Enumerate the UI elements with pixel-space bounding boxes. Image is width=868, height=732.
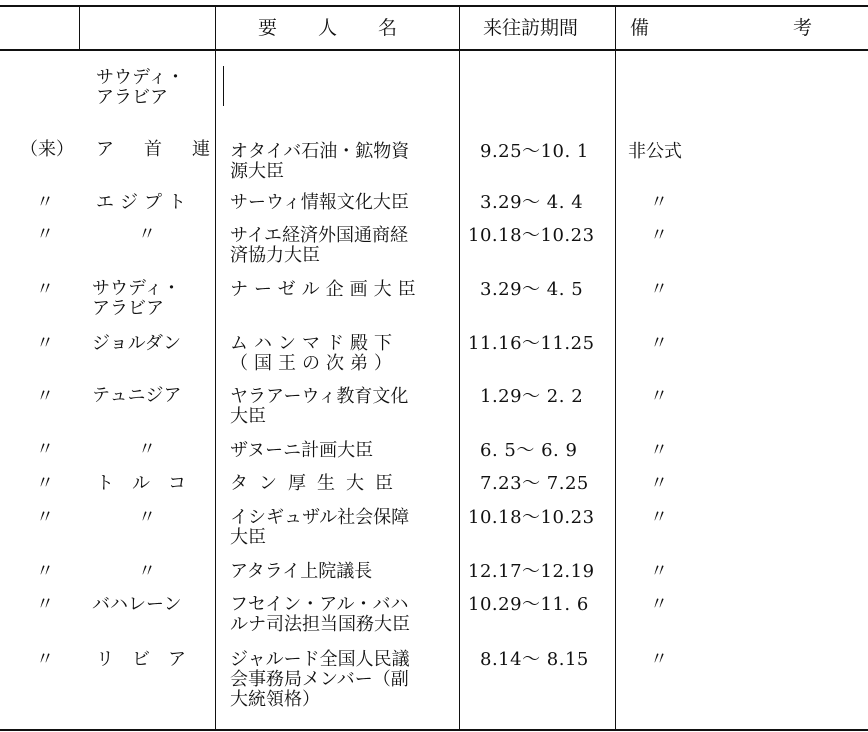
row-8-country: ト ル コ [96, 473, 186, 494]
row-0-country: サウディ・ アラビア [96, 67, 185, 108]
row-1-direction: （来） [20, 139, 74, 160]
row-5-note: 〃 [650, 333, 668, 354]
row-7-country: 〃 [138, 439, 156, 460]
row-9-person: イシギュザル社会保障 大臣 [230, 507, 410, 548]
row-mark [223, 66, 224, 106]
row-12-direction: 〃 [36, 649, 54, 670]
row-11-period: 10.29〜11. 6 [468, 594, 589, 615]
row-4-period: 3.29〜 4. 5 [480, 279, 584, 300]
row-3-note: 〃 [650, 225, 668, 246]
row-12-period: 8.14〜 8.15 [480, 649, 589, 670]
row-3-person: サイエ経済外国通商経 済協力大臣 [230, 225, 409, 266]
row-12-person: ジャルード全国人民議 会事務局メンバー（副 大統領格） [230, 649, 410, 710]
header-note-a: 備 [630, 17, 650, 39]
row-8-direction: 〃 [36, 473, 54, 494]
row-2-note: 〃 [650, 192, 668, 213]
row-9-period: 10.18〜10.23 [468, 507, 595, 528]
row-1-period: 9.25〜10. 1 [480, 141, 589, 162]
row-2-direction: 〃 [36, 192, 54, 213]
row-6-direction: 〃 [36, 386, 54, 407]
row-4-person: ナーゼル企画大臣 [230, 279, 422, 300]
row-3-country: 〃 [138, 224, 156, 245]
row-1-country: ア 首 連 [96, 139, 216, 160]
row-10-person: アタライ上院議長 [230, 561, 373, 582]
row-1-person: オタイバ石油・鉱物資 源大臣 [230, 141, 410, 182]
row-8-note: 〃 [650, 473, 668, 494]
row-9-direction: 〃 [36, 507, 54, 528]
header-note-b: 考 [793, 17, 813, 39]
row-9-note: 〃 [650, 507, 668, 528]
row-3-direction: 〃 [36, 224, 54, 245]
table-bottom-rule [0, 729, 868, 731]
row-8-person: タン厚生大臣 [230, 473, 404, 494]
row-8-period: 7.23〜 7.25 [480, 473, 589, 494]
row-7-note: 〃 [650, 440, 668, 461]
row-11-note: 〃 [650, 594, 668, 615]
row-2-country: エジプト [96, 192, 192, 213]
row-4-country: サウディ・ アラビア [92, 278, 181, 319]
row-6-period: 1.29〜 2. 2 [480, 386, 584, 407]
row-7-direction: 〃 [36, 439, 54, 460]
row-2-period: 3.29〜 4. 4 [480, 192, 584, 213]
row-6-person: ヤラアーウィ教育文化 大臣 [230, 386, 409, 427]
row-4-note: 〃 [650, 279, 668, 300]
row-7-period: 6. 5〜 6. 9 [480, 440, 578, 461]
row-10-direction: 〃 [36, 561, 54, 582]
row-6-country: テュニジア [92, 385, 182, 406]
column-rule-1 [79, 5, 80, 50]
row-5-country: ジョルダン [92, 333, 182, 354]
table-top-rule [0, 5, 868, 7]
row-1-note: 非公式 [628, 141, 682, 162]
row-9-country: 〃 [138, 507, 156, 528]
header-period: 来往訪期間 [483, 17, 579, 39]
row-5-direction: 〃 [36, 333, 54, 354]
row-10-country: 〃 [138, 561, 156, 582]
row-3-period: 10.18〜10.23 [468, 225, 595, 246]
row-2-person: サーウィ情報文化大臣 [230, 192, 409, 213]
row-4-direction: 〃 [36, 279, 54, 300]
row-11-person: フセイン・アル・バハ ルナ司法担当国務大臣 [230, 594, 410, 635]
row-10-note: 〃 [650, 561, 668, 582]
header-name: 要 人 名 [258, 17, 409, 39]
row-6-note: 〃 [650, 386, 668, 407]
column-rule-4 [615, 5, 616, 731]
row-11-country: バハレーン [92, 594, 182, 615]
row-12-note: 〃 [650, 649, 668, 670]
row-10-period: 12.17〜12.19 [468, 561, 595, 582]
column-rule-2 [215, 5, 216, 731]
row-12-country: リ ビ ア [96, 649, 186, 670]
column-rule-3 [459, 5, 460, 731]
row-7-person: ザヌーニ計画大臣 [230, 440, 374, 461]
row-5-person: ムハンマド殿下 （国王の次弟） [230, 333, 398, 374]
row-5-period: 11.16〜11.25 [468, 333, 595, 354]
header-bottom-rule [0, 49, 868, 51]
row-11-direction: 〃 [36, 594, 54, 615]
